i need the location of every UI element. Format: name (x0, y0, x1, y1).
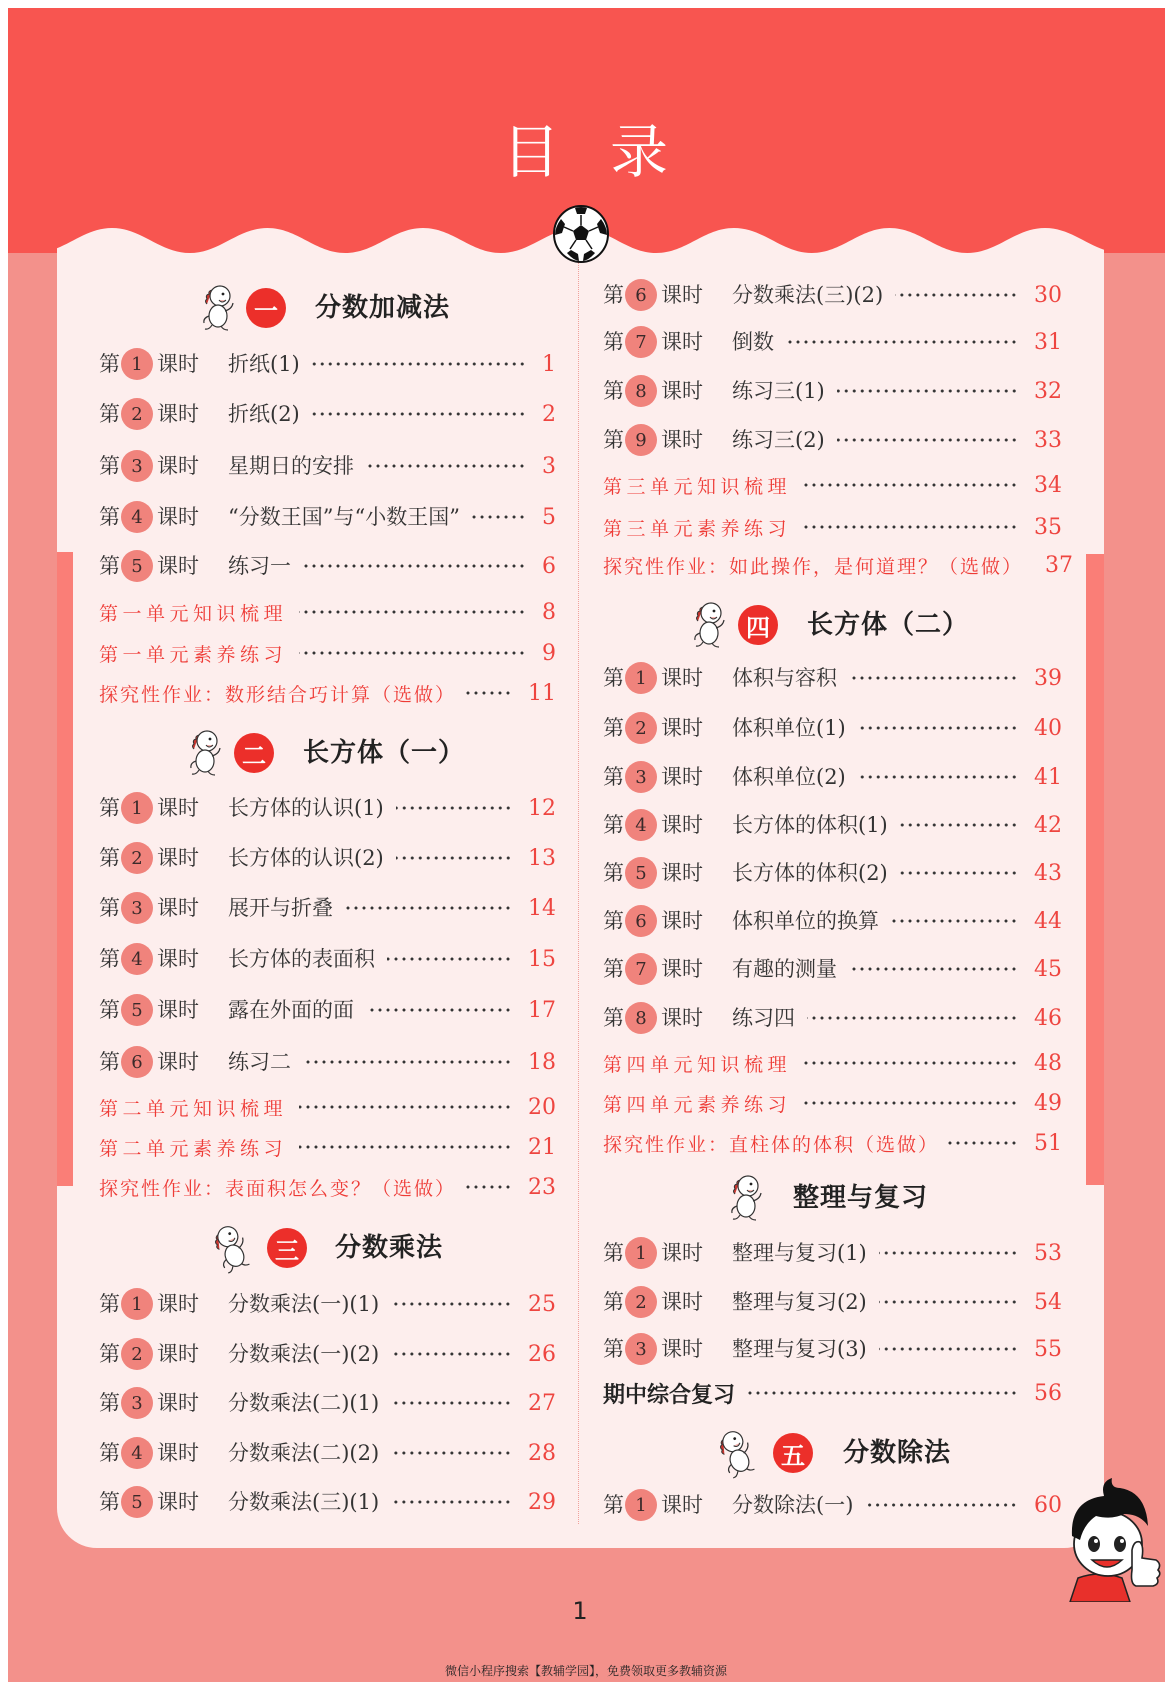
toc-lesson-row[interactable] (99, 1047, 556, 1077)
lesson-number-badge: 5 (121, 550, 153, 582)
dinosaur-mascot-icon (709, 1422, 765, 1483)
lesson-suffix: 课时 (157, 846, 199, 870)
dot-leader (366, 1006, 512, 1014)
page-ref: 15 (528, 946, 556, 972)
dot-leader (803, 523, 1018, 531)
lesson-suffix: 课时 (661, 1290, 703, 1314)
toc-exploration-row[interactable] (603, 1128, 1062, 1158)
exploration-title: 探究性作业：如此操作，是何道理？（选做） (603, 555, 1024, 578)
lesson-title: 体积单位的换算 (732, 909, 879, 933)
page-ref: 60 (1034, 1492, 1062, 1518)
dot-leader (803, 481, 1018, 489)
lesson-number-badge: 6 (625, 905, 657, 937)
page-ref: 43 (1034, 860, 1062, 886)
dot-leader (807, 1014, 1018, 1022)
lesson-prefix: 第 (99, 1292, 120, 1316)
unit-number-badge: 五 (773, 1433, 813, 1473)
lesson-title: 分数除法(一) (732, 1493, 854, 1517)
lesson-suffix: 课时 (157, 998, 199, 1022)
lesson-prefix: 第 (603, 379, 624, 403)
page-ref: 34 (1034, 472, 1062, 498)
footer-note: 微信小程序搜索【教辅学园】，免费领取更多教辅资源 (444, 1664, 727, 1678)
page-ref: 54 (1034, 1289, 1062, 1315)
lesson-number-badge: 5 (121, 994, 153, 1026)
unit-title: 长方体（二） (807, 610, 970, 640)
lesson-title: 倒数 (732, 330, 774, 354)
dinosaur-mascot-icon (200, 283, 238, 333)
lesson-title: 长方体的体积(1) (732, 813, 888, 837)
lesson-title: 星期日的安排 (228, 454, 354, 478)
dinosaur-mascot-icon (728, 1173, 766, 1223)
lesson-number-badge: 3 (121, 450, 153, 482)
lesson-suffix: 课时 (661, 379, 703, 403)
page-ref: 26 (528, 1341, 556, 1367)
toc-lesson-row[interactable] (603, 954, 1062, 984)
lesson-suffix: 课时 (661, 813, 703, 837)
dinosaur-mascot-icon (187, 728, 225, 778)
dot-leader (891, 917, 1018, 925)
lesson-number-badge: 2 (625, 1286, 657, 1318)
soccer-ball-icon (553, 205, 609, 263)
lesson-suffix: 课时 (157, 1441, 199, 1465)
lesson-title: 长方体的体积(2) (732, 861, 888, 885)
page-ref: 49 (1034, 1090, 1062, 1116)
lesson-number-badge: 3 (121, 1387, 153, 1419)
toc-special-row[interactable] (603, 1048, 1062, 1078)
unit-header-4 (0, 600, 1174, 650)
lesson-number-badge: 9 (625, 424, 657, 456)
exploration-title: 探究性作业：表面积怎么变？（选做） (99, 1177, 457, 1200)
dot-leader (803, 1059, 1018, 1067)
boy-thumbs-up-icon (1060, 1474, 1164, 1602)
page-ref: 23 (528, 1174, 556, 1200)
page-ref: 56 (1034, 1380, 1062, 1406)
lesson-suffix: 课时 (157, 896, 199, 920)
lesson-number-badge: 1 (625, 662, 657, 694)
toc-lesson-row[interactable] (603, 810, 1062, 840)
toc-special-row[interactable] (99, 1092, 556, 1122)
lesson-title: 有趣的测量 (732, 957, 837, 981)
page-ref: 18 (528, 1049, 556, 1075)
lesson-number-badge: 7 (625, 326, 657, 358)
lesson-number-badge: 1 (625, 1489, 657, 1521)
toc-lesson-row[interactable] (99, 944, 556, 974)
page-ref: 55 (1034, 1336, 1062, 1362)
special-title: 第四单元素养练习 (603, 1093, 792, 1116)
dot-leader (312, 360, 526, 368)
lesson-suffix: 课时 (661, 428, 703, 452)
lesson-number-badge: 7 (625, 953, 657, 985)
special-title: 第四单元知识梳理 (603, 1053, 792, 1076)
lesson-prefix: 第 (99, 505, 120, 529)
dot-leader (849, 965, 1018, 973)
lesson-title: 折纸(1) (228, 352, 300, 376)
exploration-title: 探究性作业：直柱体的体积（选做） (603, 1133, 940, 1156)
dot-leader (945, 1139, 1018, 1147)
dot-leader (837, 387, 1018, 395)
lesson-title: 体积与容积 (732, 666, 837, 690)
toc-lesson-row[interactable] (603, 1334, 1062, 1364)
page-ref: 28 (528, 1440, 556, 1466)
lesson-prefix: 第 (99, 402, 120, 426)
unit-number-badge: 二 (234, 733, 274, 773)
lesson-number-badge: 2 (625, 712, 657, 744)
lesson-suffix: 课时 (661, 330, 703, 354)
lesson-suffix: 课时 (157, 947, 199, 971)
page-ref: 17 (528, 997, 556, 1023)
lesson-suffix: 课时 (661, 1493, 703, 1517)
toc-lesson-row[interactable] (99, 1388, 556, 1418)
lesson-prefix: 第 (603, 765, 624, 789)
toc-lesson-row[interactable] (99, 502, 556, 532)
special-title: 第一单元知识梳理 (99, 602, 288, 625)
lesson-prefix: 第 (99, 1490, 120, 1514)
lesson-prefix: 第 (99, 1050, 120, 1074)
lesson-prefix: 第 (603, 1006, 624, 1030)
exploration-title: 探究性作业：数形结合巧计算（选做） (99, 683, 457, 706)
lesson-title: 整理与复习(2) (732, 1290, 867, 1314)
page-ref: 13 (528, 845, 556, 871)
lesson-number-badge: 2 (121, 1338, 153, 1370)
special-title: 第一单元素养练习 (99, 643, 288, 666)
lesson-title: 折纸(2) (228, 402, 300, 426)
lesson-number-badge: 3 (625, 761, 657, 793)
lesson-suffix: 课时 (157, 1292, 199, 1316)
lesson-prefix: 第 (603, 330, 624, 354)
page-ref: 20 (528, 1094, 556, 1120)
special-title: 第二单元知识梳理 (99, 1097, 288, 1120)
lesson-prefix: 第 (99, 796, 120, 820)
toc-lesson-row[interactable] (99, 551, 556, 581)
dot-leader (387, 955, 512, 963)
page-ref: 42 (1034, 812, 1062, 838)
lesson-suffix: 课时 (157, 1342, 199, 1366)
lesson-number-badge: 8 (625, 375, 657, 407)
page-ref: 30 (1034, 282, 1062, 308)
lesson-suffix: 课时 (661, 765, 703, 789)
lesson-suffix: 课时 (661, 861, 703, 885)
lesson-title: 练习三(1) (732, 379, 825, 403)
page-number: 1 (572, 1597, 588, 1625)
lesson-title: 分数乘法(二)(1) (228, 1391, 380, 1415)
lesson-number-badge: 5 (625, 857, 657, 889)
dinosaur-mascot-icon (204, 1217, 260, 1278)
page-ref: 46 (1034, 1005, 1062, 1031)
unit-number-badge: 一 (246, 288, 286, 328)
lesson-number-badge: 6 (121, 1046, 153, 1078)
toc-lesson-row[interactable] (603, 762, 1062, 792)
lesson-prefix: 第 (99, 1441, 120, 1465)
dot-leader (391, 1350, 512, 1358)
toc-exploration-row[interactable] (99, 678, 556, 708)
dot-leader (391, 1399, 512, 1407)
toc-lesson-row[interactable] (603, 425, 1062, 455)
lesson-prefix: 第 (603, 957, 624, 981)
page-ref: 21 (528, 1134, 556, 1160)
page-ref: 32 (1034, 378, 1062, 404)
lesson-title: 整理与复习(1) (732, 1241, 867, 1265)
lesson-number-badge: 4 (625, 809, 657, 841)
dot-leader (786, 338, 1018, 346)
dot-leader (345, 904, 512, 912)
page-ref: 12 (528, 795, 556, 821)
dot-leader (462, 689, 512, 697)
lesson-title: 分数乘法(三)(2) (732, 283, 884, 307)
lesson-prefix: 第 (99, 846, 120, 870)
dot-leader (803, 1099, 1018, 1107)
lesson-number-badge: 1 (625, 1237, 657, 1269)
page-ref: 40 (1034, 715, 1062, 741)
page-ref: 9 (542, 640, 556, 666)
lesson-suffix: 课时 (157, 402, 199, 426)
dot-leader (391, 1300, 512, 1308)
lesson-suffix: 课时 (661, 1241, 703, 1265)
lesson-prefix: 第 (603, 428, 624, 452)
dot-leader (396, 804, 512, 812)
toc-special-row[interactable] (603, 470, 1062, 500)
dot-leader (391, 1498, 512, 1506)
dinosaur-mascot-icon (691, 600, 729, 650)
toc-special-row[interactable] (603, 1088, 1062, 1118)
lesson-prefix: 第 (99, 554, 120, 578)
lesson-title: 长方体的认识(2) (228, 846, 384, 870)
special-title: 第三单元素养练习 (603, 517, 792, 540)
lesson-prefix: 第 (99, 1342, 120, 1366)
lesson-number-badge: 5 (121, 1486, 153, 1518)
page-ref: 51 (1034, 1130, 1062, 1156)
dot-leader (849, 674, 1018, 682)
page-ref: 44 (1034, 908, 1062, 934)
lesson-suffix: 课时 (157, 554, 199, 578)
toc-lesson-row[interactable] (603, 376, 1062, 406)
unit-header-5 (0, 1428, 1174, 1478)
dot-leader (472, 513, 526, 521)
page-ref: 2 (542, 401, 556, 427)
lesson-prefix: 第 (99, 352, 120, 376)
lesson-title: 练习三(2) (732, 428, 825, 452)
lesson-suffix: 课时 (661, 909, 703, 933)
lesson-prefix: 第 (603, 666, 624, 690)
dot-leader (303, 1058, 512, 1066)
dot-leader (879, 1249, 1018, 1257)
page-ref: 53 (1034, 1240, 1062, 1266)
toc-lesson-row[interactable] (603, 280, 1062, 310)
lesson-title: 体积单位(1) (732, 716, 846, 740)
lesson-prefix: 第 (603, 909, 624, 933)
lesson-suffix: 课时 (661, 1337, 703, 1361)
lesson-title: 练习二 (228, 1050, 291, 1074)
toc-lesson-row[interactable] (99, 843, 556, 873)
lesson-title: 整理与复习(3) (732, 1337, 867, 1361)
lesson-suffix: 课时 (661, 716, 703, 740)
lesson-title: 长方体的认识(1) (228, 796, 384, 820)
lesson-suffix: 课时 (661, 1006, 703, 1030)
toc-lesson-row[interactable] (603, 1490, 1062, 1520)
toc-lesson-row[interactable] (603, 1287, 1062, 1317)
toc-lesson-row[interactable] (99, 451, 556, 481)
column-divider (578, 262, 579, 1524)
lesson-prefix: 第 (99, 454, 120, 478)
lesson-suffix: 课时 (661, 283, 703, 307)
unit-title: 长方体（一） (303, 738, 466, 768)
lesson-suffix: 课时 (157, 454, 199, 478)
toc-lesson-row[interactable] (99, 995, 556, 1025)
page-ref: 5 (542, 504, 556, 530)
lesson-title: 分数乘法(一)(1) (228, 1292, 380, 1316)
dot-leader (900, 869, 1018, 877)
toc-lesson-row[interactable] (603, 1238, 1062, 1268)
lesson-prefix: 第 (99, 998, 120, 1022)
page-ref: 33 (1034, 427, 1062, 453)
lesson-suffix: 课时 (661, 957, 703, 981)
page-ref: 25 (528, 1291, 556, 1317)
lesson-number-badge: 4 (121, 501, 153, 533)
page-ref: 8 (542, 599, 556, 625)
unit-title: 分数除法 (843, 1438, 952, 1468)
lesson-prefix: 第 (603, 813, 624, 837)
lesson-number-badge: 1 (121, 1288, 153, 1320)
lesson-title: 展开与折叠 (228, 896, 333, 920)
lesson-number-badge: 4 (121, 943, 153, 975)
lesson-suffix: 课时 (157, 1391, 199, 1415)
unit-number-badge: 三 (267, 1228, 307, 1268)
toc-lesson-row[interactable] (603, 858, 1062, 888)
dot-leader (858, 724, 1018, 732)
lesson-title: 练习一 (228, 554, 291, 578)
lesson-title: 练习四 (732, 1006, 795, 1030)
lesson-prefix: 第 (99, 947, 120, 971)
dot-leader (303, 562, 526, 570)
page-ref: 41 (1034, 764, 1062, 790)
page-title: 目录 (502, 118, 719, 186)
dot-leader (865, 1501, 1018, 1509)
toc-midterm-row[interactable] (603, 1378, 1062, 1408)
lesson-suffix: 课时 (157, 1490, 199, 1514)
page-ref: 27 (528, 1390, 556, 1416)
toc-lesson-row[interactable] (603, 713, 1062, 743)
toc-lesson-row[interactable] (603, 327, 1062, 357)
page-ref: 1 (542, 351, 556, 377)
dot-leader (366, 462, 526, 470)
lesson-number-badge: 2 (121, 398, 153, 430)
special-title: 第二单元素养练习 (99, 1137, 288, 1160)
page-ref: 11 (528, 680, 556, 706)
lesson-title: 分数乘法(一)(2) (228, 1342, 380, 1366)
unit-title: 分数乘法 (335, 1233, 444, 1263)
section-title: 整理与复习 (793, 1183, 929, 1213)
lesson-number-badge: 4 (121, 1437, 153, 1469)
toc-lesson-row[interactable] (603, 663, 1062, 693)
toc-lesson-row[interactable] (99, 793, 556, 823)
lesson-number-badge: 3 (625, 1333, 657, 1365)
lesson-number-badge: 8 (625, 1002, 657, 1034)
lesson-number-badge: 1 (121, 792, 153, 824)
page-ref: 48 (1034, 1050, 1062, 1076)
lesson-prefix: 第 (603, 861, 624, 885)
dot-leader (747, 1389, 1018, 1397)
page-ref: 31 (1034, 329, 1062, 355)
special-title: 第三单元知识梳理 (603, 475, 792, 498)
lesson-prefix: 第 (603, 1337, 624, 1361)
page-ref: 3 (542, 453, 556, 479)
dot-leader (879, 1345, 1018, 1353)
lesson-title: 分数乘法(二)(2) (228, 1441, 380, 1465)
lesson-suffix: 课时 (157, 352, 199, 376)
toc-lesson-row[interactable] (99, 893, 556, 923)
dot-leader (299, 1143, 512, 1151)
toc-lesson-row[interactable] (603, 1003, 1062, 1033)
page-ref: 14 (528, 895, 556, 921)
page-ref: 29 (528, 1489, 556, 1515)
lesson-suffix: 课时 (661, 666, 703, 690)
lesson-prefix: 第 (99, 1391, 120, 1415)
lesson-prefix: 第 (603, 283, 624, 307)
lesson-suffix: 课时 (157, 1050, 199, 1074)
dot-leader (299, 1103, 512, 1111)
lesson-title: 露在外面的面 (228, 998, 354, 1022)
page-ref: 35 (1034, 514, 1062, 540)
dot-leader (837, 436, 1018, 444)
lesson-prefix: 第 (603, 1241, 624, 1265)
toc-lesson-row[interactable] (99, 399, 556, 429)
page-ref: 37 (1045, 552, 1074, 578)
unit-number-badge: 四 (738, 605, 778, 645)
lesson-prefix: 第 (99, 896, 120, 920)
toc-lesson-row[interactable] (99, 1289, 556, 1319)
toc-lesson-row[interactable] (99, 349, 556, 379)
page-ref: 39 (1034, 665, 1062, 691)
dot-leader (299, 649, 526, 657)
lesson-title: “分数王国”与“小数王国” (228, 505, 460, 529)
dot-leader (396, 854, 512, 862)
unit-title: 分数加减法 (315, 293, 451, 323)
page-ref: 6 (542, 553, 556, 579)
review-section-header (0, 1173, 1174, 1223)
dot-leader (312, 410, 526, 418)
dot-leader (858, 773, 1018, 781)
lesson-number-badge: 3 (121, 892, 153, 924)
lesson-title: 体积单位(2) (732, 765, 846, 789)
midterm-review-title: 期中综合复习 (603, 1382, 736, 1408)
toc-special-row[interactable] (99, 1132, 556, 1162)
toc-lesson-row[interactable] (603, 906, 1062, 936)
toc-lesson-row[interactable] (99, 1339, 556, 1369)
toc-lesson-row[interactable] (99, 1487, 556, 1517)
page-ref: 45 (1034, 956, 1062, 982)
lesson-number-badge: 2 (121, 842, 153, 874)
lesson-title: 长方体的表面积 (228, 947, 375, 971)
lesson-prefix: 第 (603, 716, 624, 740)
lesson-number-badge: 1 (121, 348, 153, 380)
lesson-suffix: 课时 (157, 505, 199, 529)
dot-leader (879, 1298, 1018, 1306)
toc-special-row[interactable] (603, 512, 1062, 542)
lesson-number-badge: 6 (625, 279, 657, 311)
dot-leader (900, 821, 1018, 829)
lesson-prefix: 第 (603, 1290, 624, 1314)
lesson-title: 分数乘法(三)(1) (228, 1490, 380, 1514)
dot-leader (895, 291, 1018, 299)
lesson-suffix: 课时 (157, 796, 199, 820)
toc-exploration-row[interactable] (603, 550, 1074, 580)
lesson-prefix: 第 (603, 1493, 624, 1517)
